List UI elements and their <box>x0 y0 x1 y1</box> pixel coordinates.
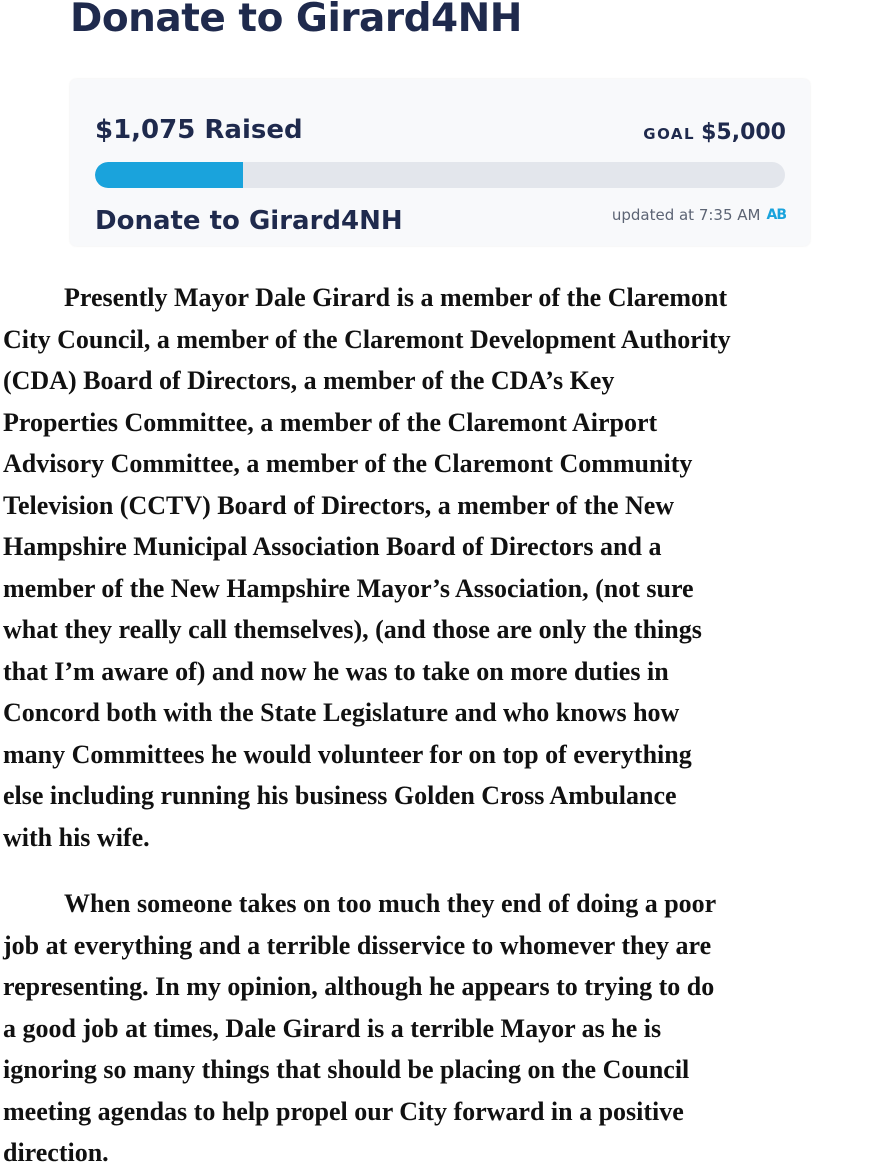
text-line: direction. <box>3 1138 109 1167</box>
text-line: that I’m aware of) and now he was to take on more duties in <box>3 656 669 686</box>
text-line: many Committees he would volunteer for on top of everything <box>3 739 692 769</box>
raised-amount: $1,075 Raised <box>95 115 303 145</box>
progress-bar <box>95 162 785 188</box>
text-line: When someone takes on too much they end of doing a poor <box>64 889 717 918</box>
text-line: with his wife. <box>3 822 150 852</box>
text-line: meeting agendas to help propel our City forward in a positive <box>3 1096 684 1126</box>
text-line: City Council, a member of the Claremont Development Authority <box>3 324 731 354</box>
text-line: member of the New Hampshire Mayor’s Association, (not sure <box>3 573 694 603</box>
article-body <box>3 277 880 1167</box>
goal-amount: $5,000 <box>701 120 786 145</box>
goal-label: GOAL <box>643 125 696 143</box>
text-line: Hampshire Municipal Association Board of Directors and a <box>3 532 662 561</box>
text-line: a good job at times, Dale Girard is a terrible Mayor as he is <box>3 1013 662 1043</box>
updated-text: updated at 7:35 AM <box>611 206 761 224</box>
text-line: job at everything and a terrible disservice to whomever they are <box>3 930 712 960</box>
text-line: (CDA) Board of Directors, a member of the CDA’s Key <box>3 366 615 395</box>
updated-timestamp <box>612 203 786 227</box>
text-line: what they really call themselves), (and those are only the things <box>3 615 702 644</box>
text-line: Television (CCTV) Board of Directors, a member of the New <box>3 490 675 520</box>
goal <box>643 119 786 148</box>
text-line: Advisory Committee, a member of the Claremont Community <box>3 449 693 478</box>
actblue-logo-icon: AB <box>766 207 786 223</box>
donate-link[interactable]: Donate to Girard4NH <box>95 206 403 236</box>
text-line: else including running his business Golden Cross Ambulance <box>3 781 677 810</box>
donation-widget[interactable] <box>70 79 810 246</box>
text-line: Concord both with the State Legislature and who knows how <box>3 698 680 727</box>
paragraph-2 <box>3 883 716 1174</box>
text-line: Presently Mayor Dale Girard is a member of the Claremont <box>64 283 728 312</box>
text-line: representing. In my opinion, although he appears to trying to do <box>3 972 715 1001</box>
paragraph-1 <box>3 277 880 858</box>
text-line: ignoring so many things that should be placing on the Council <box>3 1055 690 1084</box>
progress-fill <box>95 162 243 188</box>
text-line: Properties Committee, a member of the Claremont Airport <box>3 407 658 437</box>
page-title: Donate to Girard4NH <box>70 0 522 41</box>
